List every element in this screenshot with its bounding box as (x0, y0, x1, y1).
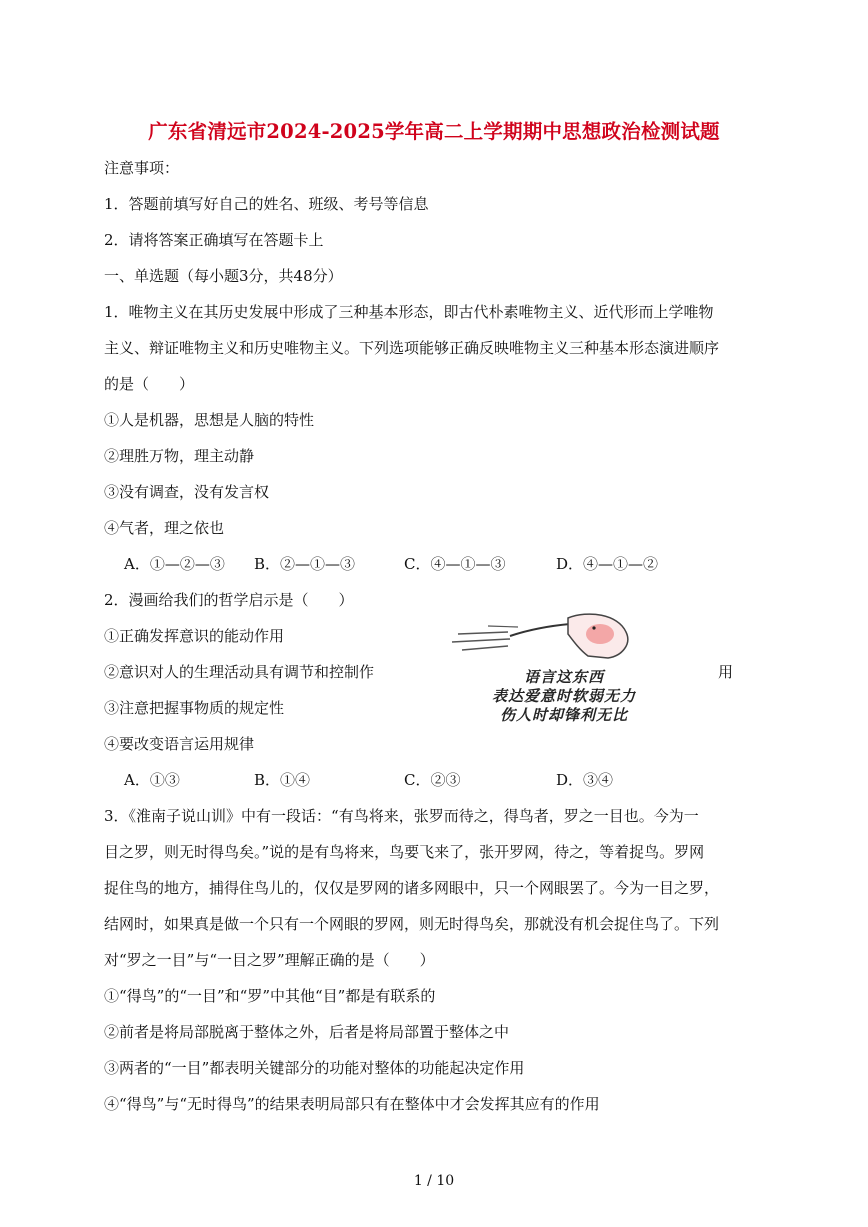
q3-item: ③两者的“一目”都表明关键部分的功能对整体的功能起决定作用 (104, 1059, 525, 1077)
notice-item: 1．答题前填写好自己的姓名、班级、考号等信息 (104, 195, 429, 213)
q2-item: ③注意把握事物质的规定性 (104, 699, 285, 717)
q3-stem-line: 结网时，如果真是做一个只有一个网眼的罗网，则无时得鸟矣，那就没有机会捉住鸟了。下列 (104, 915, 720, 933)
cartoon-caption-line: 伤人时却锋利无比 (499, 706, 628, 724)
q1-item: ②理胜万物，理主动静 (104, 447, 255, 465)
q3-stem-line: 对“罗之一目”与“一目之罗”理解正确的是（ ） (104, 951, 435, 969)
notice-heading: 注意事项： (104, 159, 180, 177)
cartoon-caption-line: 表达爱意时软弱无力 (491, 687, 636, 705)
q3-stem-line: 捉住鸟的地方，捕得住鸟儿的，仅仅是罗网的诸多网眼中，只一个网眼罢了。今为一目之罗， (104, 879, 720, 897)
cartoon-image (448, 612, 680, 724)
page-title: 广东省清远市2024-2025学年高二上学期期中思想政治检测试题 (148, 120, 720, 143)
q1-item: ③没有调查，没有发言权 (104, 483, 270, 501)
q2-option-d: D．③④ (556, 771, 614, 789)
q2-stem: 2．漫画给我们的哲学启示是（ ） (104, 591, 354, 609)
q1-option-b: B．②—①—③ (254, 555, 356, 573)
q2-item: ④要改变语言运用规律 (104, 735, 255, 753)
q1-option-d: D．④—①—② (556, 555, 659, 573)
notice-item: 2．请将答案正确填写在答题卡上 (104, 231, 324, 249)
q1-stem-line: 1．唯物主义在其历史发展中形成了三种基本形态，即古代朴素唯物主义、近代形而上学唯物 (104, 303, 714, 321)
q3-item: ②前者是将局部脱离于整体之外，后者是将局部置于整体之中 (104, 1023, 510, 1041)
q2-item: ②意识对人的生理活动具有调节和控制作 (104, 663, 375, 681)
q1-option-a: A．①—②—③ (124, 555, 225, 573)
q3-stem-line: 3．《淮南子说山训》中有一段话：“有鸟将来，张罗而待之，得鸟者，罗之一目也。今为一 (104, 807, 699, 825)
q1-option-c: C．④—①—③ (404, 555, 506, 573)
q1-stem-line: 的是（ ） (104, 375, 195, 393)
q2-option-c: C．②③ (404, 771, 461, 789)
cartoon-caption-line: 语言这东西 (523, 668, 604, 686)
q3-item: ④“得鸟”与“无时得鸟”的结果表明局部只有在整体中才会发挥其应有的作用 (104, 1095, 600, 1113)
q1-stem-line: 主义、辩证唯物主义和历史唯物主义。下列选项能够正确反映唯物主义三种基本形态演进顺序 (104, 339, 720, 357)
page-number: 1 / 10 (413, 1173, 455, 1189)
q3-stem-line: 目之罗，则无时得鸟矣。”说的是有鸟将来，鸟要飞来了，张开罗网，待之，等着捉鸟。罗网 (104, 843, 705, 861)
q1-item: ④气者，理之依也 (104, 519, 225, 537)
q2-item: ①正确发挥意识的能动作用 (104, 627, 285, 645)
cartoon-drawing (448, 612, 680, 662)
q3-item: ①“得鸟”的“一目”和“罗”中其他“目”都是有联系的 (104, 987, 436, 1005)
q2-option-a: A．①③ (124, 771, 180, 789)
q2-item-tail: 用 (718, 663, 734, 681)
section-heading: 一、单选题（每小题3分，共48分） (104, 267, 343, 285)
q1-item: ①人是机器，思想是人脑的特性 (104, 411, 315, 429)
q2-option-b: B．①④ (254, 771, 311, 789)
